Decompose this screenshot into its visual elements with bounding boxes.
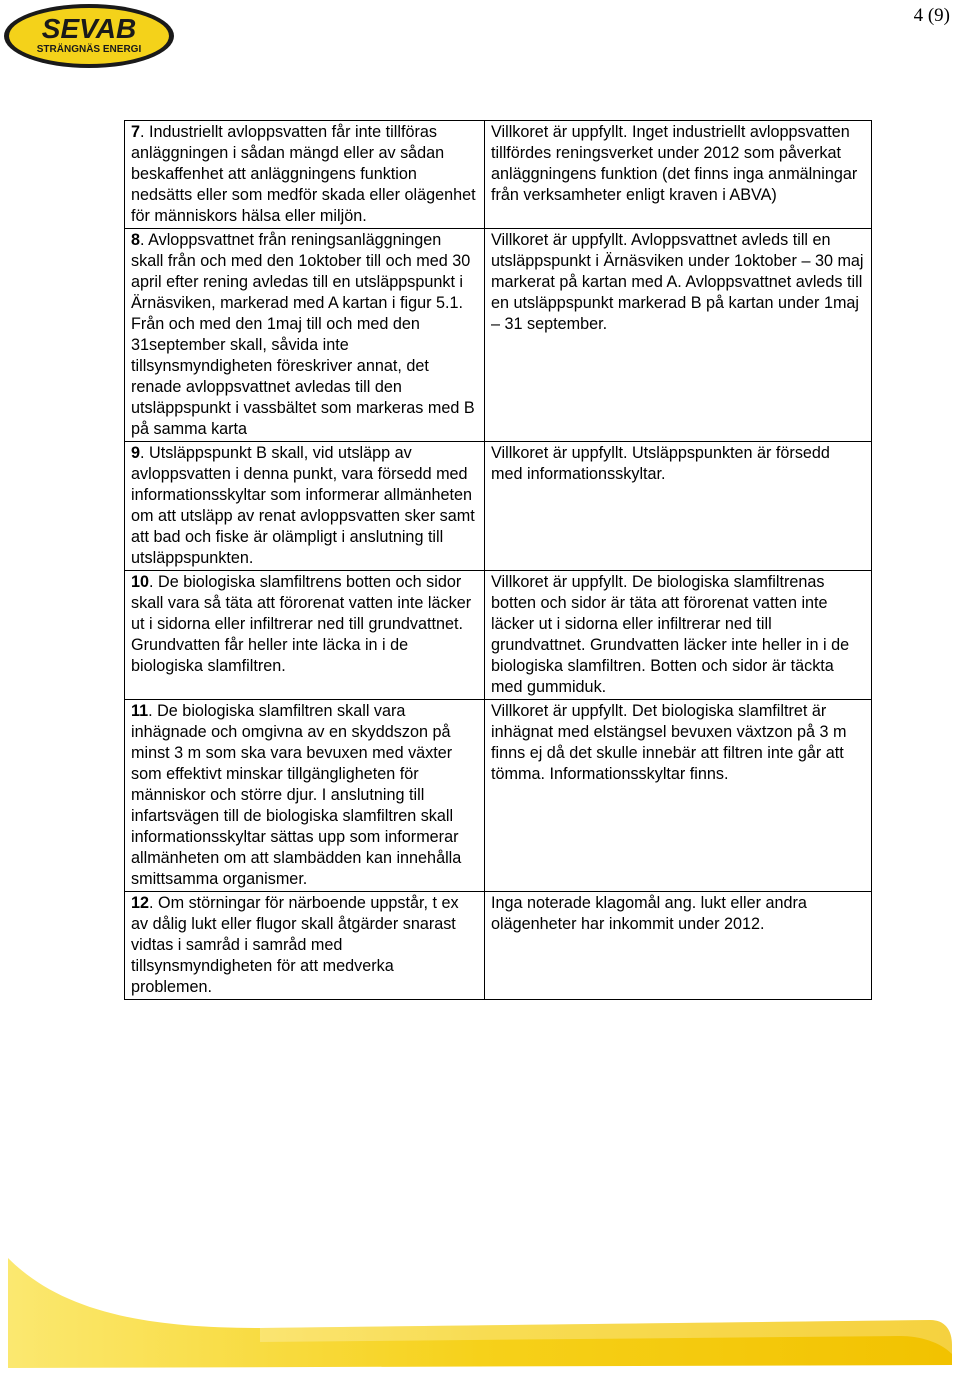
requirement-text: . Utsläppspunkt B skall, vid utsläpp av avloppsvatten i denna punkt, vara försedd med informationsskyltar som informerar allmänheten om att utsläpp av renat avloppsvatten sker samt att bad och fiske är olämpligt i anslutning till utsläppspunkten. — [131, 444, 475, 567]
table-row — [125, 700, 872, 892]
sevab-logo — [2, 2, 176, 70]
condition-number: 11 — [131, 702, 149, 720]
footer-swoosh-decoration — [0, 1250, 960, 1375]
requirement-text: . De biologiska slamfiltren skall vara inhägnade och omgivna av en skyddszon på minst 3 m som ska vara bevuxen med växter som effektivt minskar tillgängligheten för människor och större djur. I anslutning till infartsvägen till de biologiska slamfiltren skall informationsskyltar sättas upp som informerar allmänheten om att slambädden kan innehålla smittsamma organismer. — [131, 702, 462, 888]
status-cell — [485, 121, 872, 229]
table-row — [125, 229, 872, 442]
table-row — [125, 571, 872, 700]
page-number: 4 (9) — [913, 5, 950, 26]
status-text: Inga noterade klagomål ang. lukt eller andra olägenheter har inkommit under 2012. — [491, 894, 807, 933]
requirement-text: . De biologiska slamfiltrens botten och sidor skall vara så täta att förorenat vatten inte läcker ut i sidorna eller infiltrerar ned till grundvattnet. Grundvatten får heller inte läcka in i de biologiska slamfiltren. — [131, 573, 472, 675]
conditions-table — [124, 120, 872, 1000]
status-text: Villkoret är uppfyllt. Inget industriellt avloppsvatten tillfördes reningsverket under 2012 som påverkat anläggningens funktion (det finns inga anmälningar från verksamheter enligt kraven i ABVA) — [491, 123, 858, 204]
condition-number: 8 — [131, 231, 141, 249]
requirement-text: . Om störningar för närboende uppstår, t ex av dålig lukt eller flugor skall åtgärder snarast vidtas i samråd i samråd med tillsynsmyndigheten för att medverka problemen. — [131, 894, 459, 996]
requirement-cell — [125, 892, 485, 1000]
table-row — [125, 442, 872, 571]
requirement-cell — [125, 121, 485, 229]
status-text: Villkoret är uppfyllt. Utsläppspunkten är försedd med informationsskyltar. — [491, 444, 830, 483]
requirement-cell — [125, 442, 485, 571]
logo-tagline: STRÄNGNÄS ENERGI — [36, 44, 142, 55]
status-cell — [485, 571, 872, 700]
condition-number: 7 — [131, 123, 141, 141]
requirement-cell — [125, 571, 485, 700]
table-row — [125, 892, 872, 1000]
status-text: Villkoret är uppfyllt. De biologiska slamfiltrenas botten och sidor är täta att förorenat vatten inte läcker ut i sidorna eller infiltrerar ned till grundvattnet. Grundvatten läcker inte heller in i de biologiska slamfiltren. Botten och sidor är täckta med gummiduk. — [491, 573, 850, 696]
status-cell — [485, 700, 872, 892]
requirement-cell — [125, 700, 485, 892]
condition-number: 12 — [131, 894, 150, 912]
condition-number: 10 — [131, 573, 150, 591]
status-text: Villkoret är uppfyllt. Det biologiska slamfiltret är inhägnat med elstängsel bevuxen växtzon på 3 m finns ej då det skulle innebär att filtren inte går att tömma. Informationsskyltar finns. — [491, 702, 847, 783]
condition-number: 9 — [131, 444, 141, 462]
requirement-text: . Avloppsvattnet från reningsanläggningen skall från och med den 1oktober till och med 30 april efter rening avledas till en utsläppspunkt i Ärnäsviken, markerad med A kartan i figur 5.1. Från och med den 1maj till och med den 31september skall, såvida inte tillsynsmyndigheten föreskriver annat, det renade avloppsvattnet avledas till den utsläppspunkt i vassbältet som markeras med B på samma karta — [131, 231, 475, 438]
logo-name: SEVAB — [41, 13, 137, 44]
requirement-text: . Industriellt avloppsvatten får inte tillföras anläggningen i sådan mängd eller av sådan beskaffenhet att anläggningens funktion nedsätts eller som medför skada eller olägenhet för människors hälsa eller miljön. — [131, 123, 476, 225]
requirement-cell — [125, 229, 485, 442]
table-row — [125, 121, 872, 229]
status-cell — [485, 442, 872, 571]
status-cell — [485, 229, 872, 442]
status-text: Villkoret är uppfyllt. Avloppsvattnet avleds till en utsläppspunkt i Ärnäsviken under 1oktober – 30 maj markerat på kartan med A. Avloppsvattnet avleds till en utsläppspunkt markerad B på kartan under 1maj – 31 september. — [491, 231, 864, 333]
status-cell — [485, 892, 872, 1000]
